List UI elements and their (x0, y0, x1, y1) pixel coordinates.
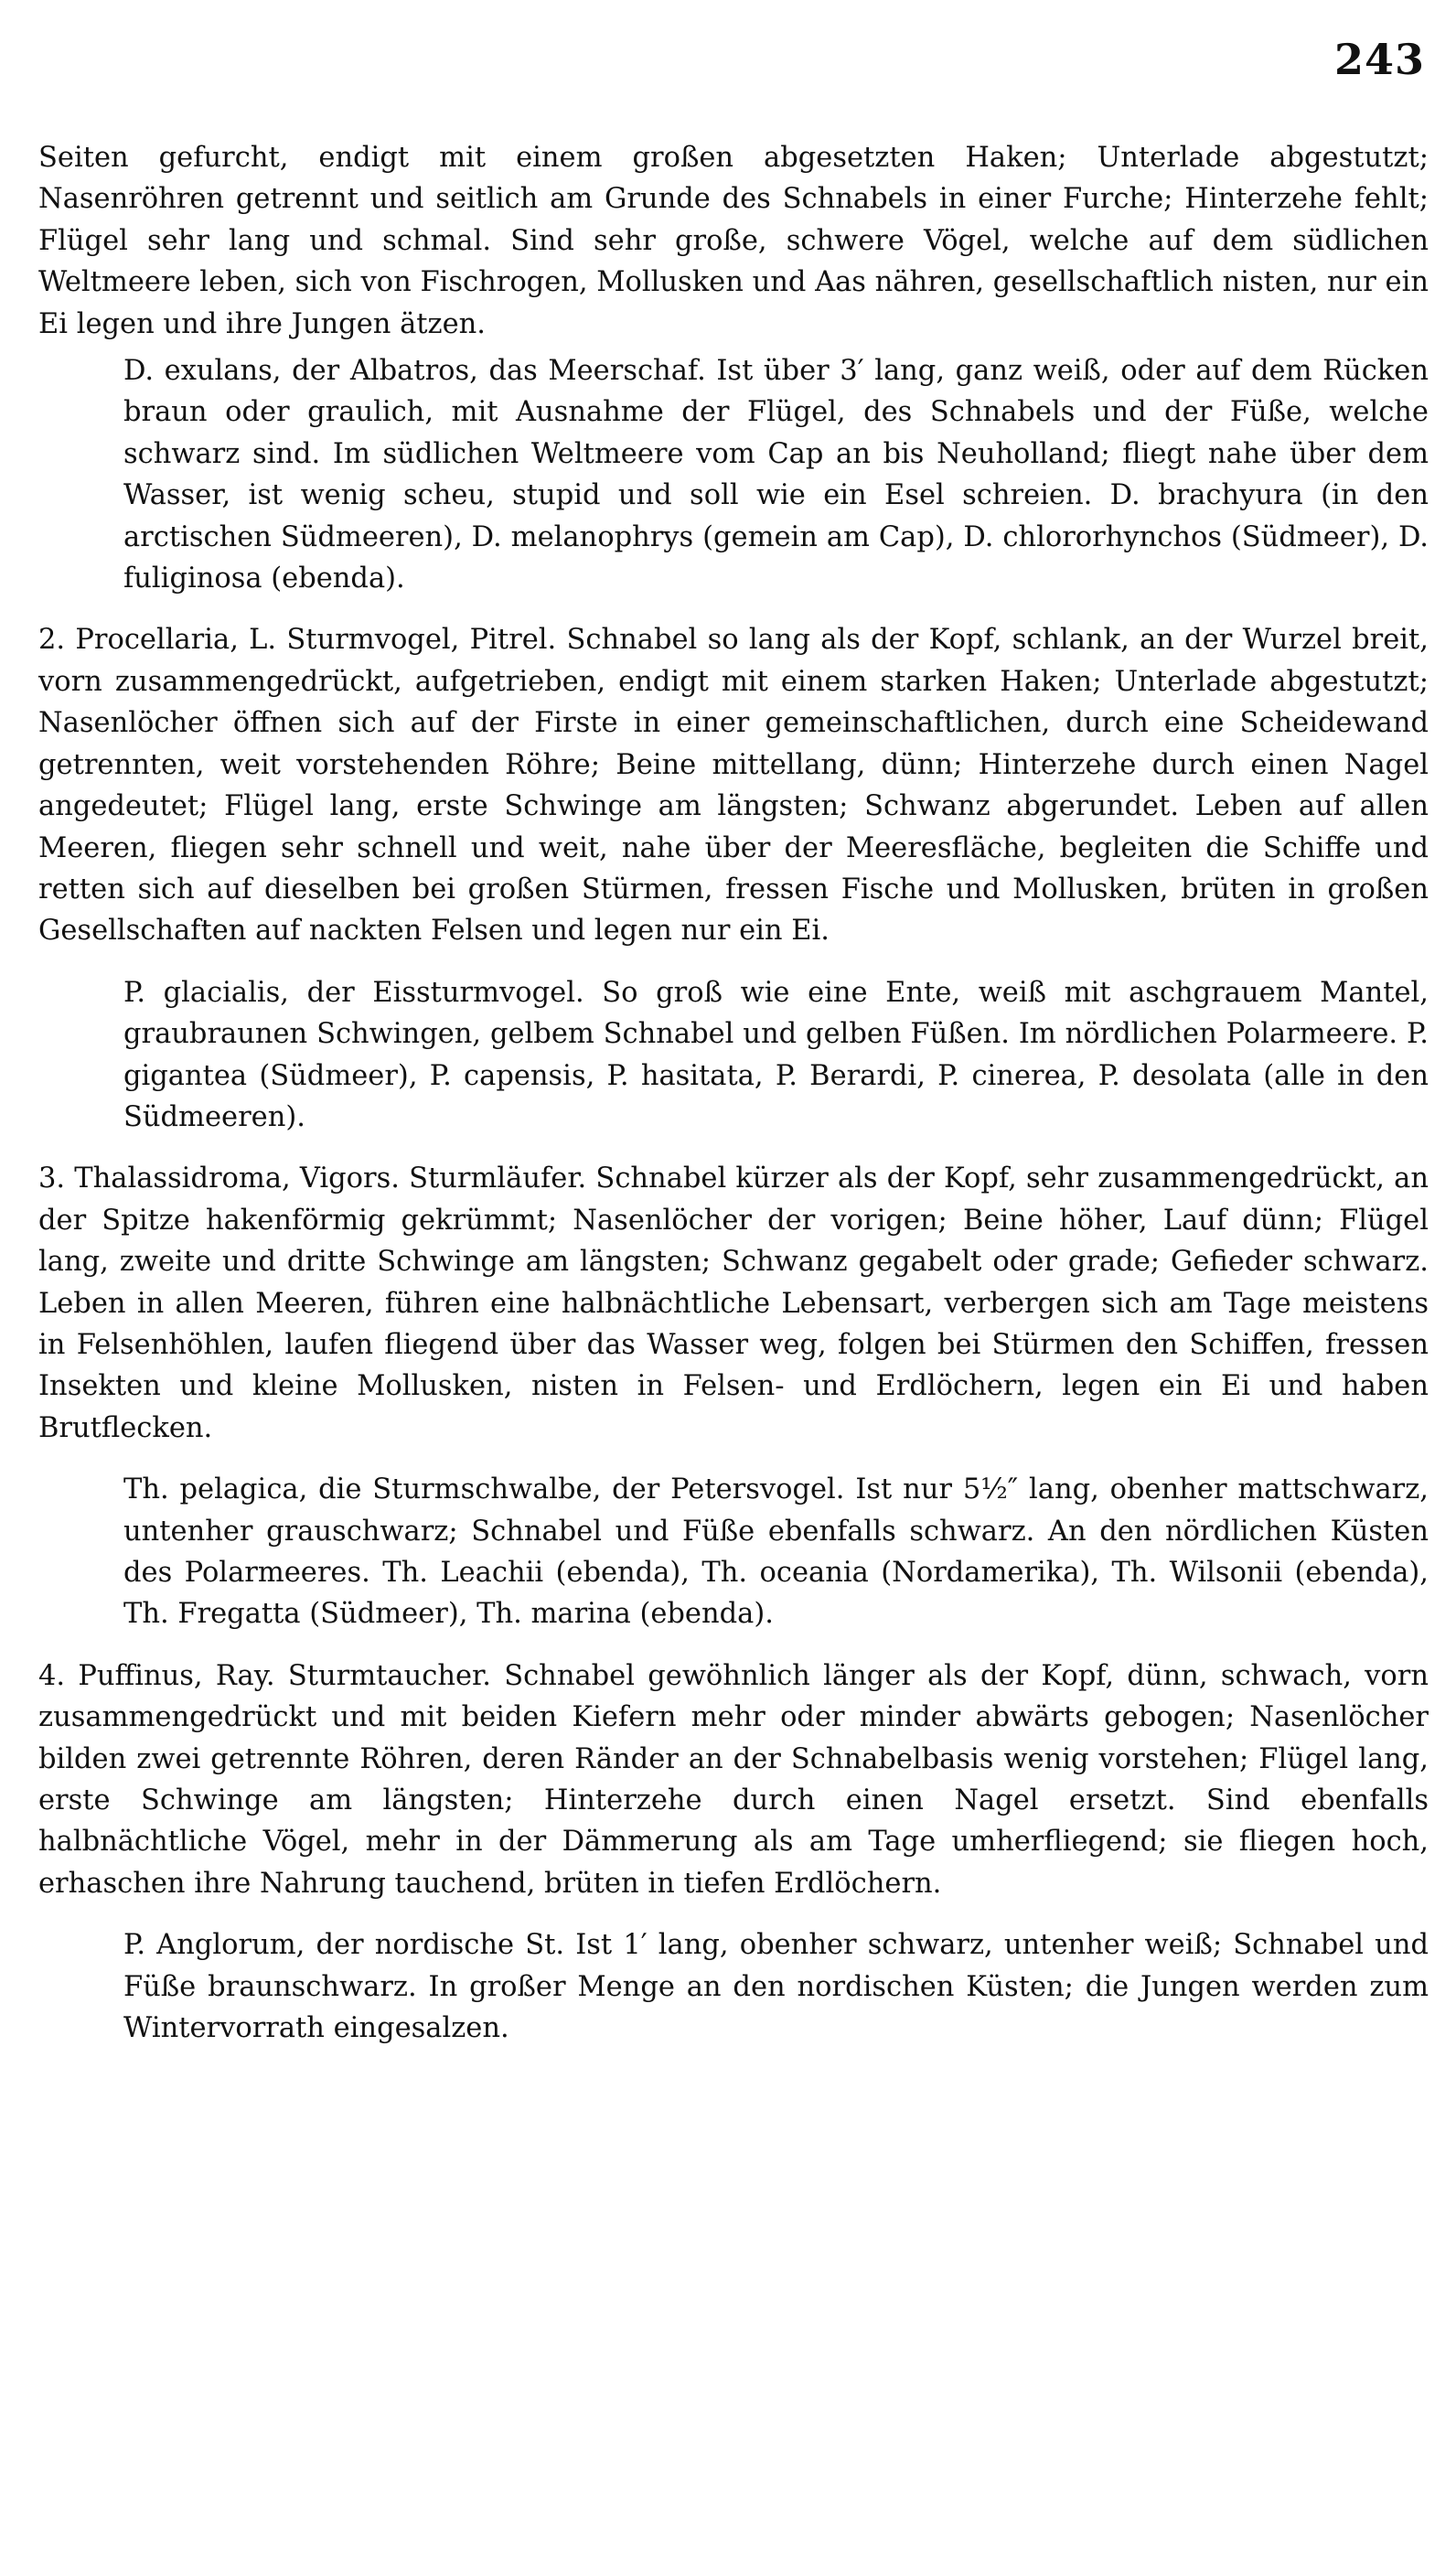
paragraph-puffinus: 4. Puffinus, Ray. Sturmtaucher. Schnabel gewöhnlich länger als der Kopf, dünn, schwach, vorn zusammengedrückt und mit beiden Kiefern mehr oder minder abwärts gebogen; Nasenlöcher bilden zwei getrennte Röhren, deren Ränder an der Schnabelbasis wenig vorstehen; Flügel lang, erste Schwinge am längsten; Hinterzehe durch einen Nagel ersetzt. Sind ebenfalls halbnächtliche Vögel, mehr in der Dämmerung als am Tage umherfliegend; sie fliegen hoch, erhaschen ihre Nahrung tauchend, brüten in tiefen Erdlöchern. (38, 1659, 1429, 1900)
paragraph-thalassidroma-pelagica: Th. pelagica, die Sturmschwalbe, der Petersvogel. Ist nur 5½″ lang, obenher mattschwarz, untenher grauschwarz; Schnabel und Füße ebenfalls schwarz. An den nördlichen Küsten des Polarmeeres. Th. Leachii (ebenda), Th. oceania (Nordamerika), Th. Wilsonii (ebenda), Th. Fregatta (Südmeer), Th. marina (ebenda). (123, 1473, 1429, 1631)
page-text-body (38, 137, 1429, 2049)
book-page (38, 0, 1429, 2550)
paragraph-procellaria-glacialis: P. glacialis, der Eissturmvogel. So groß wie eine Ente, weiß mit aschgrauem Mantel, graubraunen Schwingen, gelbem Schnabel und gelben Füßen. Im nördlichen Polarmeere. P. gigantea (Südmeer), P. capensis, P. hasitata, P. Berardi, P. cinerea, P. desolata (alle in den Südmeeren). (123, 976, 1429, 1133)
page-number: 243 (1333, 35, 1425, 84)
paragraph-thalassidroma: 3. Thalassidroma, Vigors. Sturmläufer. Schnabel kürzer als der Kopf, sehr zusammengedrückt, an der Spitze hakenförmig gekrümmt; Nasenlöcher der vorigen; Beine höher, Lauf dünn; Flügel lang, zweite und dritte Schwinge am längsten; Schwanz gegabelt oder grade; Gefieder schwarz. Leben in allen Meeren, führen eine halbnächtliche Lebensart, verbergen sich am Tage meistens in Felsenhöhlen, laufen fliegend über das Wasser weg, folgen bei Stürmen den Schiffen, fressen Insekten und kleine Mollusken, nisten in Felsen- und Erdlöchern, legen ein Ei und haben Brutflecken. (38, 1162, 1429, 1444)
paragraph-diomedea-description: Seiten gefurcht, endigt mit einem großen abgesetzten Haken; Unterlade abgestutzt; Nasenröhren getrennt und seitlich am Grunde des Schnabels in einer Furche; Hinterzehe fehlt; Flügel sehr lang und schmal. Sind sehr große, schwere Vögel, welche auf dem südlichen Weltmeere leben, sich von Fischrogen, Mollusken und Aas nähren, gesellschaftlich nisten, nur ein Ei legen und ihre Jungen ätzen. (38, 142, 1429, 340)
paragraph-diomedea-exulans: D. exulans, der Albatros, das Meerschaf. Ist über 3′ lang, ganz weiß, oder auf dem Rücken braun oder graulich, mit Ausnahme der Flügel, des Schnabels und der Füße, welche schwarz sind. Im südlichen Weltmeere vom Cap an bis Neuholland; fliegt nahe über dem Wasser, ist wenig scheu, stupid und soll wie ein Esel schreien. D. brachyura (in den arctischen Südmeeren), D. melanophrys (gemein am Cap), D. chlororhynchos (Südmeer), D. fuliginosa (ebenda). (123, 355, 1429, 595)
paragraph-puffinus-anglorum: P. Anglorum, der nordische St. Ist 1′ lang, obenher schwarz, untenher weiß; Schnabel und Füße braunschwarz. In großer Menge an den nordischen Küsten; die Jungen werden zum Wintervorrath eingesalzen. (123, 1929, 1429, 2045)
paragraph-procellaria: 2. Procellaria, L. Sturmvogel, Pitrel. Schnabel so lang als der Kopf, schlank, an der Wurzel breit, vorn zusammengedrückt, aufgetrieben, endigt mit einem starken Haken; Unterlade abgestutzt; Nasenlöcher öffnen sich auf der Firste in einer gemeinschaftlichen, durch eine Scheidewand getrennten, weit vorstehenden Röhre; Beine mittellang, dünn; Hinterzehe durch einen Nagel angedeutet; Flügel lang, erste Schwinge am längsten; Schwanz abgerundet. Leben auf allen Meeren, fliegen sehr schnell und weit, nahe über der Meeresfläche, begleiten die Schiffe und retten sich auf dieselben bei großen Stürmen, fressen Fische und Mollusken, brüten in großen Gesellschaften auf nackten Felsen und legen nur ein Ei. (38, 624, 1429, 948)
